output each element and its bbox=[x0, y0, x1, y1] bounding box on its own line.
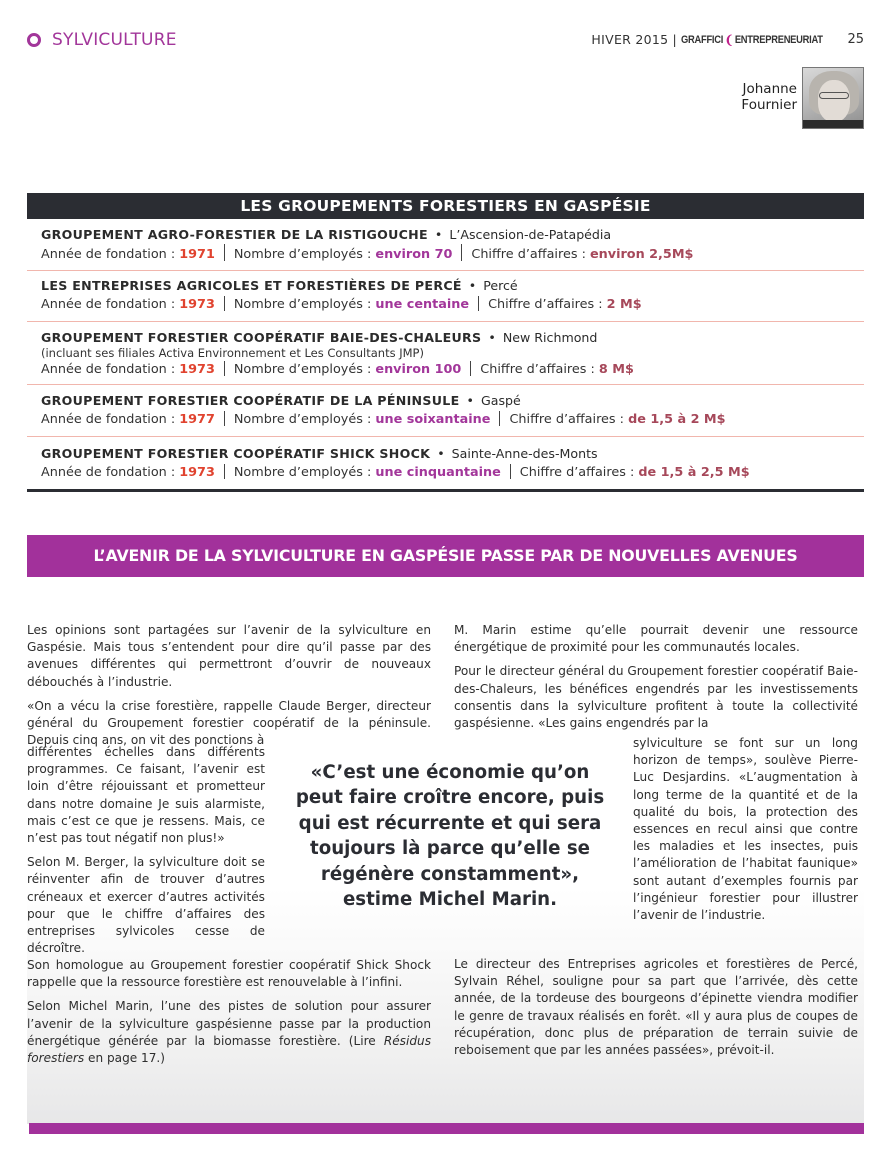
circle-bullet-icon bbox=[27, 33, 41, 47]
employees-value: une cinquantaine bbox=[375, 465, 501, 480]
group-facts bbox=[41, 463, 850, 483]
paragraph-text: en page 17.) bbox=[84, 1051, 165, 1066]
revenue-label: Chiffre d’affaires : bbox=[509, 412, 624, 427]
divider bbox=[461, 244, 462, 261]
article-right-column-bottom bbox=[454, 956, 858, 1066]
article-left-column-narrow bbox=[27, 744, 265, 964]
paragraph: Selon M. Berger, la sylviculture doit se réinventer afin de trouver d’autres créneaux et exercer d’autres activités pour que le chiffre d’affaires des entreprises sylvicoles cesse de décroître. bbox=[27, 855, 265, 956]
article-left-column-bottom bbox=[27, 957, 431, 1074]
article-right-column-narrow bbox=[633, 735, 858, 931]
employees-label: Nombre d’employés : bbox=[233, 247, 372, 262]
article-left-column-top bbox=[27, 622, 431, 749]
footer-bar bbox=[29, 1123, 864, 1134]
author-name bbox=[741, 81, 797, 113]
group-heading bbox=[41, 328, 850, 347]
founded-value: 1973 bbox=[179, 465, 215, 480]
group-entry bbox=[27, 219, 864, 271]
group-heading bbox=[41, 444, 850, 463]
group-city: Sainte-Anne-des-Monts bbox=[451, 446, 598, 461]
group-heading bbox=[41, 225, 850, 244]
revenue-value: 8 M$ bbox=[598, 362, 634, 377]
employees-label: Nombre d’employés : bbox=[233, 362, 372, 377]
revenue-label: Chiffre d’affaires : bbox=[471, 247, 586, 262]
author-first-name: Johanne bbox=[742, 81, 797, 97]
group-city: Percé bbox=[483, 278, 518, 293]
paragraph bbox=[27, 998, 431, 1067]
section-tag bbox=[27, 30, 177, 50]
author-photo bbox=[802, 67, 864, 129]
revenue-value: de 1,5 à 2 M$ bbox=[628, 412, 726, 427]
article-reference: Résidus forestiers bbox=[27, 1033, 431, 1066]
revenue-label: Chiffre d’affaires : bbox=[488, 297, 603, 312]
groups-box-title: LES GROUPEMENTS FORESTIERS EN GASPÉSIE bbox=[27, 193, 864, 219]
group-entry bbox=[27, 437, 864, 492]
group-entry bbox=[27, 271, 864, 322]
paragraph: Son homologue au Groupement forestier coopératif Shick Shock rappelle que la ressource forestière est renouvelable à l’infini. bbox=[27, 958, 431, 990]
divider bbox=[224, 296, 225, 311]
founded-label: Année de fondation : bbox=[41, 465, 176, 480]
brand-right: ENTREPRENEURIAT bbox=[734, 33, 823, 46]
divider bbox=[499, 411, 500, 426]
groups-box bbox=[27, 193, 864, 492]
group-heading bbox=[41, 391, 850, 410]
employees-value: une centaine bbox=[375, 297, 470, 312]
employees-label: Nombre d’employés : bbox=[233, 412, 372, 427]
group-name: GROUPEMENT FORESTIER COOPÉRATIF DE LA PÉNINSULE bbox=[41, 393, 460, 408]
paragraph: Pour le directeur général du Groupement forestier coopératif Baie-des-Chaleurs, les bénéfices engendrés par les investissements consentis dans la sylviculture profitent à toute la collectivité gaspésienne. «Les gains engendrés par la bbox=[454, 664, 858, 731]
group-entry bbox=[27, 322, 864, 385]
group-name: GROUPEMENT FORESTIER COOPÉRATIF BAIE-DES-CHALEURS bbox=[41, 330, 482, 345]
divider bbox=[224, 244, 225, 261]
divider bbox=[478, 296, 479, 311]
group-facts bbox=[41, 410, 850, 430]
bullet-dot-icon: • bbox=[468, 278, 477, 293]
article-right-column-top bbox=[454, 622, 858, 732]
founded-label: Année de fondation : bbox=[41, 412, 176, 427]
revenue-label: Chiffre d’affaires : bbox=[480, 362, 595, 377]
author-last-name: Fournier bbox=[741, 97, 797, 113]
group-note: (incluant ses filiales Activa Environnement et Les Consultants JMP) bbox=[41, 346, 424, 360]
paragraph: «On a vécu la crise forestière, rappelle Claude Berger, directeur général du Groupement forestier coopératif de la péninsule. Depuis cinq ans, on vit des ponctions à bbox=[27, 698, 431, 748]
bullet-dot-icon: • bbox=[434, 227, 443, 242]
revenue-label: Chiffre d’affaires : bbox=[519, 465, 635, 480]
swoosh-icon: ❨ bbox=[724, 32, 733, 47]
revenue-value: 2 M$ bbox=[606, 297, 642, 312]
founded-value: 1977 bbox=[179, 412, 215, 427]
article-headline: L’AVENIR DE LA SYLVICULTURE EN GASPÉSIE PASSE PAR DE NOUVELLES AVENUES bbox=[27, 535, 864, 577]
page-number: 25 bbox=[847, 32, 864, 47]
founded-value: 1973 bbox=[179, 297, 215, 312]
group-name: LES ENTREPRISES AGRICOLES ET FORESTIÈRES DE PERCÉ bbox=[41, 278, 462, 293]
issue-label: HIVER 2015 bbox=[591, 32, 669, 47]
section-label: SYLVICULTURE bbox=[52, 30, 177, 50]
paragraph: Les opinions sont partagées sur l’avenir de la sylviculture en Gaspésie. Mais tous s’entendent pour dire qu’il passe par des avenues différentes qui permettront d’ouvrir de nouveaux débouchés à l’industrie. bbox=[27, 623, 431, 689]
group-city: New Richmond bbox=[502, 330, 598, 345]
group-name: GROUPEMENT FORESTIER COOPÉRATIF SHICK SHOCK bbox=[41, 446, 431, 461]
group-name: GROUPEMENT AGRO-FORESTIER DE LA RISTIGOUCHE bbox=[41, 227, 428, 242]
divider bbox=[470, 361, 471, 376]
employees-label: Nombre d’employés : bbox=[233, 465, 372, 480]
bullet-dot-icon: • bbox=[466, 393, 474, 408]
paragraph: Le directeur des Entreprises agricoles et forestières de Percé, Sylvain Réhel, souligne pour sa part que l’arrivée, dès cette année, de la tordeuse des bourgeons d’épinette viendra modifier le genre de travaux réalisés en forêt. «Il y aura plus de coupes de récupération, donc plus de préparation de terrain suivie de reboisement que par les années passées», prévoit-il. bbox=[454, 957, 858, 1058]
founded-value: 1973 bbox=[179, 362, 215, 377]
publication-logo bbox=[681, 33, 823, 47]
group-facts bbox=[41, 360, 850, 380]
group-facts bbox=[41, 295, 850, 315]
author-byline bbox=[741, 67, 864, 129]
bullet-dot-icon: • bbox=[488, 330, 496, 345]
group-city: L’Ascension-de-Patapédia bbox=[449, 227, 612, 242]
employees-label: Nombre d’employés : bbox=[233, 297, 372, 312]
group-heading bbox=[41, 276, 850, 295]
divider bbox=[510, 464, 511, 479]
revenue-value: environ 2,5M$ bbox=[589, 247, 694, 262]
brand-left: GRAFFICI bbox=[680, 33, 723, 46]
divider bbox=[224, 361, 225, 376]
group-facts bbox=[41, 244, 850, 265]
divider bbox=[224, 464, 225, 479]
employees-value: environ 100 bbox=[375, 362, 462, 377]
masthead-divider: | bbox=[672, 32, 677, 47]
founded-label: Année de fondation : bbox=[41, 362, 176, 377]
groups-list bbox=[27, 219, 864, 492]
divider bbox=[224, 411, 225, 426]
founded-label: Année de fondation : bbox=[41, 297, 176, 312]
masthead bbox=[591, 32, 864, 47]
founded-label: Année de fondation : bbox=[41, 247, 176, 262]
group-city: Gaspé bbox=[480, 393, 521, 408]
paragraph-text: Selon Michel Marin, l’une des pistes de solution pour assurer l’avenir de la sylviculture gaspésienne passe par la production énergétique générée par la biomasse forestière. (Lire bbox=[27, 999, 431, 1048]
paragraph: M. Marin estime qu’elle pourrait devenir une ressource énergétique de proximité pour les communautés locales. bbox=[454, 623, 858, 655]
employees-value: une soixantaine bbox=[375, 412, 491, 427]
bullet-dot-icon: • bbox=[437, 446, 445, 461]
employees-value: environ 70 bbox=[375, 247, 453, 262]
paragraph: différentes échelles dans différents programmes. Ce faisant, l’avenir est loin d’être réjouissant et prometteur dans notre domaine Je suis alarmiste, mais c’est ce que je ressens. Mais, ce n’est pas tout négatif non plus!» bbox=[27, 745, 265, 846]
group-entry bbox=[27, 385, 864, 437]
paragraph: sylviculture se font sur un long horizon de temps», soulève Pierre-Luc Desjardins. «L’augmentation à long terme de la quantité et de la qualité du bois, la protection des essences en recul ainsi que contre les maladies et les insectes, puis l’amélioration de l’habitat faunique» sont autant d’exemples fournis par l’ingénieur forestier pour illustrer l’avenir de l’industrie. bbox=[633, 736, 858, 923]
founded-value: 1971 bbox=[179, 247, 215, 262]
pull-quote: «C’est une économie qu’on peut faire croître encore, puis qui est récurrente et qui sera toujours là parce qu’elle se régénère constamment», estime Michel Marin. bbox=[295, 762, 605, 911]
revenue-value: de 1,5 à 2,5 M$ bbox=[638, 465, 750, 480]
